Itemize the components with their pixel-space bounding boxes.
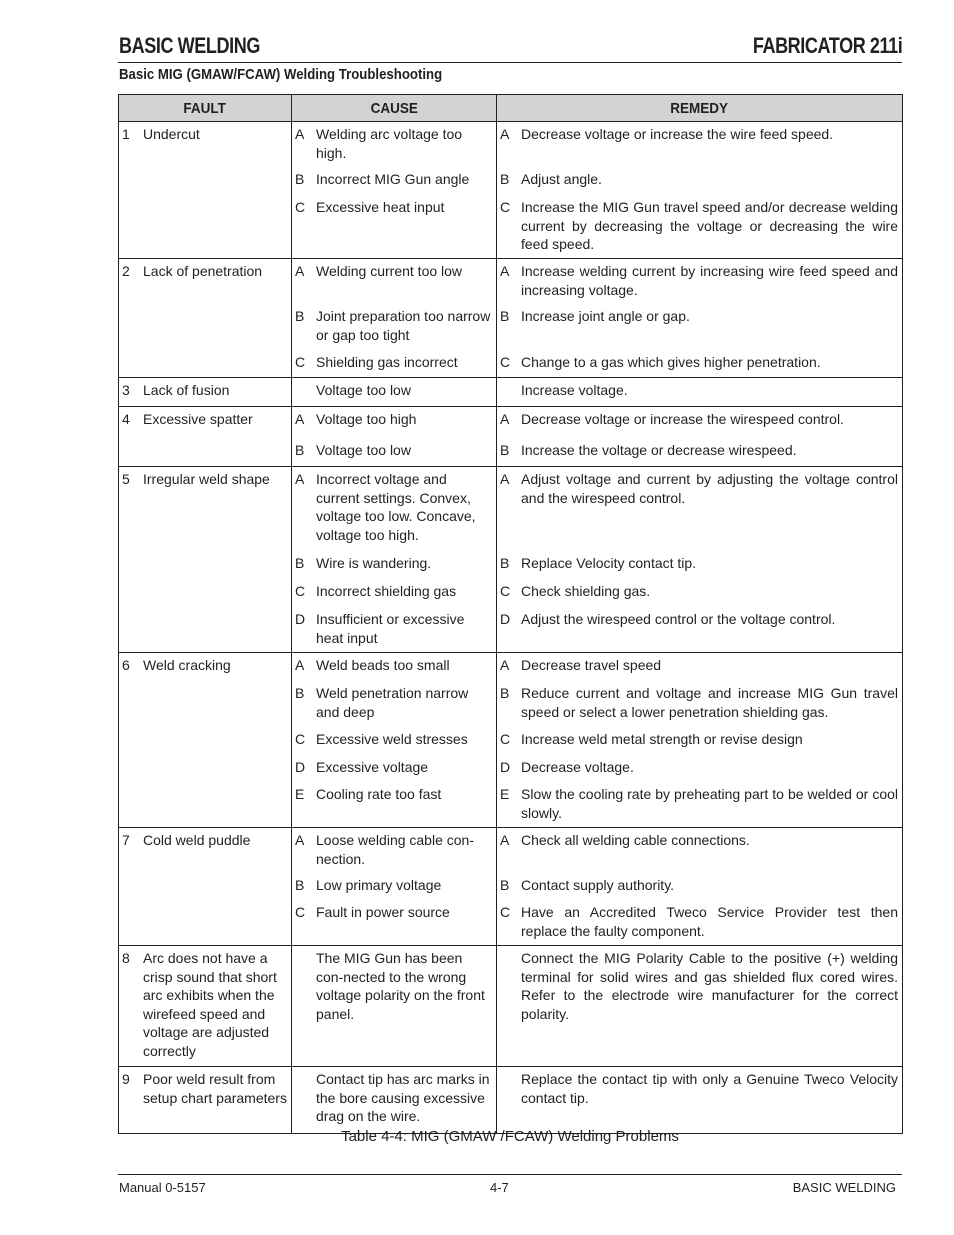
cause-cell bbox=[292, 1067, 497, 1134]
table-row bbox=[119, 122, 903, 259]
cause-text: Excessive heat input bbox=[316, 199, 445, 215]
remedy-item bbox=[497, 873, 902, 900]
remedy-letter: B bbox=[500, 685, 510, 701]
cause-letter: B bbox=[295, 685, 305, 701]
remedy-letter: B bbox=[500, 555, 510, 571]
header-rule bbox=[118, 62, 902, 63]
remedy-text: Increase the voltage or decrease wirespeed. bbox=[521, 442, 797, 458]
cause-item bbox=[292, 122, 496, 167]
cause-item bbox=[292, 828, 496, 873]
cause-letter: B bbox=[295, 171, 305, 187]
cause-letter: A bbox=[295, 657, 305, 673]
column-header-cause: CAUSE bbox=[292, 95, 497, 122]
remedy-item bbox=[497, 607, 902, 652]
cause-item bbox=[292, 681, 496, 727]
remedy-text: Decrease voltage or increase the wire feed speed. bbox=[521, 126, 834, 142]
remedy-text: Have an Accredited Tweco Service Provider test then replace the faulty component. bbox=[521, 904, 898, 939]
cause-cell bbox=[292, 467, 497, 653]
remedy-letter: A bbox=[500, 411, 510, 427]
remedy-letter: A bbox=[500, 657, 510, 673]
remedy-letter: C bbox=[500, 354, 511, 370]
cause-text: Cooling rate too fast bbox=[316, 786, 442, 802]
cause-letter bbox=[295, 949, 316, 1060]
cause-item bbox=[292, 900, 496, 945]
fault-text: Cold weld puddle bbox=[143, 832, 251, 848]
fault-text: Undercut bbox=[143, 126, 200, 142]
remedy-text: Change to a gas which gives higher penetration. bbox=[521, 354, 821, 370]
fault-text: Poor weld result from setup chart parameters bbox=[143, 1071, 287, 1106]
remedy-letter: B bbox=[500, 171, 510, 187]
remedy-letter: C bbox=[500, 199, 511, 215]
cause-text: Fault in power source bbox=[316, 904, 450, 920]
remedy-text: Increase voltage. bbox=[521, 382, 628, 398]
cause-letter bbox=[295, 381, 316, 400]
cause-item bbox=[292, 782, 496, 827]
cause-text: The MIG Gun has been con-nected to the wrong voltage polarity on the front panel. bbox=[316, 950, 485, 1022]
cause-letter: A bbox=[295, 471, 305, 487]
remedy-item bbox=[497, 304, 902, 350]
remedy-text: Increase welding current by increasing wire feed speed and increasing voltage. bbox=[521, 263, 898, 298]
cause-letter: B bbox=[295, 555, 305, 571]
remedy-letter: B bbox=[500, 442, 510, 458]
cause-text: Voltage too low bbox=[316, 382, 411, 398]
remedy-item bbox=[497, 900, 902, 945]
remedy-letter: B bbox=[500, 308, 510, 324]
header-title-left: BASIC WELDING bbox=[119, 33, 261, 58]
fault-text: Arc does not have a crisp sound that short arc exhibits when the wirefeed speed and voltage are adjusted correctly bbox=[143, 950, 277, 1059]
table-row bbox=[119, 378, 903, 407]
fault-cell bbox=[119, 828, 292, 946]
cause-letter bbox=[295, 1070, 316, 1127]
cause-text: Excessive voltage bbox=[316, 759, 429, 775]
cause-item bbox=[292, 195, 496, 258]
remedy-text: Replace the contact tip with only a Genuine Tweco Velocity contact tip. bbox=[521, 1071, 898, 1106]
table-row bbox=[119, 259, 903, 378]
cause-item bbox=[292, 653, 496, 681]
table-row bbox=[119, 407, 903, 467]
cause-item bbox=[292, 304, 496, 350]
cause-cell bbox=[292, 407, 497, 467]
cause-cell bbox=[292, 259, 497, 378]
fault-cell bbox=[119, 122, 292, 259]
cause-letter: B bbox=[295, 877, 305, 893]
remedy-cell bbox=[497, 1067, 903, 1134]
remedy-cell bbox=[497, 259, 903, 378]
remedy-letter: D bbox=[500, 611, 511, 627]
fault-text: Weld cracking bbox=[143, 657, 231, 673]
table-row bbox=[119, 1067, 903, 1134]
cause-item bbox=[292, 378, 496, 406]
cause-text: Loose welding cable con-nection. bbox=[316, 832, 474, 867]
fault-text: Lack of fusion bbox=[143, 382, 230, 398]
cause-letter: D bbox=[295, 759, 306, 775]
cause-letter: C bbox=[295, 354, 306, 370]
footer-page-number: 4-7 bbox=[490, 1180, 509, 1195]
fault-cell bbox=[119, 653, 292, 828]
remedy-letter: A bbox=[500, 471, 510, 487]
cause-cell bbox=[292, 122, 497, 259]
remedy-item bbox=[497, 681, 902, 727]
remedy-text: Adjust angle. bbox=[521, 171, 602, 187]
cause-text: Voltage too high bbox=[316, 411, 417, 427]
fault-number: 9 bbox=[122, 1071, 130, 1087]
remedy-cell bbox=[497, 828, 903, 946]
fault-number: 1 bbox=[122, 126, 130, 142]
fault-cell bbox=[119, 378, 292, 407]
remedy-letter: A bbox=[500, 832, 510, 848]
troubleshooting-table bbox=[118, 94, 903, 1134]
remedy-letter bbox=[500, 1070, 521, 1127]
cause-item bbox=[292, 1067, 496, 1133]
cause-text: Joint preparation too narrow or gap too tight bbox=[316, 308, 491, 343]
cause-item bbox=[292, 873, 496, 900]
table-row bbox=[119, 946, 903, 1067]
cause-letter: C bbox=[295, 731, 306, 747]
fault-number: 5 bbox=[122, 471, 130, 487]
remedy-text: Decrease voltage or increase the wirespeed control. bbox=[521, 411, 844, 427]
remedy-item bbox=[497, 407, 902, 438]
remedy-text: Increase weld metal strength or revise design bbox=[521, 731, 803, 747]
table-row bbox=[119, 467, 903, 653]
fault-number: 7 bbox=[122, 832, 130, 848]
fault-number: 6 bbox=[122, 657, 130, 673]
fault-number: 4 bbox=[122, 411, 130, 427]
cause-text: Low primary voltage bbox=[316, 877, 442, 893]
cause-cell bbox=[292, 828, 497, 946]
remedy-letter: D bbox=[500, 759, 511, 775]
fault-number: 3 bbox=[122, 382, 130, 398]
remedy-letter bbox=[500, 949, 521, 1060]
remedy-letter: C bbox=[500, 731, 511, 747]
cause-letter: B bbox=[295, 308, 305, 324]
remedy-item bbox=[497, 438, 902, 466]
cause-text: Welding current too low bbox=[316, 263, 463, 279]
cause-text: Welding arc voltage too high. bbox=[316, 126, 463, 161]
remedy-item bbox=[497, 1067, 902, 1133]
cause-text: Shielding gas incorrect bbox=[316, 354, 458, 370]
cause-item bbox=[292, 259, 496, 304]
cause-letter: A bbox=[295, 832, 305, 848]
cause-text: Weld penetration narrow and deep bbox=[316, 685, 469, 720]
cause-letter: A bbox=[295, 263, 305, 279]
cause-item bbox=[292, 579, 496, 607]
cause-text: Contact tip has arc marks in the bore causing excessive drag on the wire. bbox=[316, 1071, 490, 1124]
remedy-item bbox=[497, 122, 902, 167]
remedy-cell bbox=[497, 378, 903, 407]
fault-text: Irregular weld shape bbox=[143, 471, 270, 487]
remedy-text: Check all welding cable connections. bbox=[521, 832, 750, 848]
table-row bbox=[119, 653, 903, 828]
cause-item bbox=[292, 350, 496, 377]
fault-text: Excessive spatter bbox=[143, 411, 253, 427]
cause-letter: C bbox=[295, 904, 306, 920]
remedy-item bbox=[497, 782, 902, 827]
remedy-text: Decrease voltage. bbox=[521, 759, 634, 775]
header-title-right: FABRICATOR 211i bbox=[752, 33, 902, 58]
remedy-item bbox=[497, 350, 902, 377]
fault-number: 8 bbox=[122, 950, 130, 966]
remedy-item bbox=[497, 653, 902, 681]
cause-text: Weld beads too small bbox=[316, 657, 450, 673]
cause-item bbox=[292, 167, 496, 195]
table-header-row bbox=[119, 95, 903, 122]
fault-cell bbox=[119, 259, 292, 378]
remedy-item bbox=[497, 195, 902, 258]
column-header-remedy: REMEDY bbox=[497, 95, 903, 122]
remedy-text: Slow the cooling rate by preheating part to be welded or cool slowly. bbox=[521, 786, 898, 821]
fault-number: 2 bbox=[122, 263, 130, 279]
remedy-item bbox=[497, 727, 902, 755]
remedy-item bbox=[497, 259, 902, 304]
footer-rule bbox=[118, 1174, 902, 1175]
fault-cell bbox=[119, 946, 292, 1067]
table-caption: Table 4-4: MIG (GMAW /FCAW) Welding Problems bbox=[341, 1128, 679, 1145]
footer-manual-number: Manual 0-5157 bbox=[119, 1180, 206, 1195]
fault-cell bbox=[119, 467, 292, 653]
table-body bbox=[119, 122, 903, 1134]
remedy-cell bbox=[497, 467, 903, 653]
remedy-cell bbox=[497, 407, 903, 467]
cause-text: Incorrect shielding gas bbox=[316, 583, 457, 599]
cause-text: Incorrect MIG Gun angle bbox=[316, 171, 470, 187]
cause-text: Wire is wandering. bbox=[316, 555, 432, 571]
remedy-item bbox=[497, 828, 902, 873]
column-header-fault: FAULT bbox=[119, 95, 292, 122]
remedy-cell bbox=[497, 653, 903, 828]
cause-cell bbox=[292, 378, 497, 407]
remedy-item bbox=[497, 551, 902, 579]
cause-text: Incorrect voltage and current settings. Convex, voltage too low. Concave, voltage too high. bbox=[316, 471, 476, 543]
remedy-text: Check shielding gas. bbox=[521, 583, 651, 599]
cause-item bbox=[292, 607, 496, 652]
cause-letter: E bbox=[295, 786, 305, 802]
remedy-text: Adjust the wirespeed control or the voltage control. bbox=[521, 611, 836, 627]
remedy-letter: A bbox=[500, 263, 510, 279]
table-row bbox=[119, 828, 903, 946]
cause-text: Excessive weld stresses bbox=[316, 731, 468, 747]
fault-cell bbox=[119, 1067, 292, 1134]
cause-item bbox=[292, 946, 496, 1066]
remedy-item bbox=[497, 946, 902, 1066]
remedy-letter bbox=[500, 381, 521, 400]
remedy-text: Increase the MIG Gun travel speed and/or decrease welding current by decreasing the voltage or decreasing the wire feed speed. bbox=[521, 199, 898, 252]
cause-letter: C bbox=[295, 199, 306, 215]
footer-section-name: BASIC WELDING bbox=[792, 1180, 896, 1195]
fault-cell bbox=[119, 407, 292, 467]
remedy-text: Decrease travel speed bbox=[521, 657, 662, 673]
remedy-text: Connect the MIG Polarity Cable to the positive (+) welding terminal for solid wires and gas shielded flux cored wires. Refer to the electrode wire manufacturer for the correct polarity. bbox=[521, 950, 898, 1022]
cause-item bbox=[292, 727, 496, 755]
remedy-item bbox=[497, 579, 902, 607]
fault-text: Lack of penetration bbox=[143, 263, 263, 279]
section-subheading: Basic MIG (GMAW/FCAW) Welding Troubleshooting bbox=[119, 66, 443, 83]
cause-item bbox=[292, 467, 496, 551]
cause-item bbox=[292, 407, 496, 438]
remedy-letter: C bbox=[500, 583, 511, 599]
remedy-cell bbox=[497, 122, 903, 259]
remedy-text: Adjust voltage and current by adjusting the voltage control and the wirespeed control. bbox=[521, 471, 898, 506]
cause-item bbox=[292, 551, 496, 579]
remedy-letter: E bbox=[500, 786, 510, 802]
cause-item bbox=[292, 438, 496, 466]
remedy-text: Contact supply authority. bbox=[521, 877, 675, 893]
remedy-letter: A bbox=[500, 126, 510, 142]
remedy-text: Reduce current and voltage and increase MIG Gun travel speed or select a lower penetration shielding gas. bbox=[521, 685, 898, 720]
remedy-item bbox=[497, 378, 902, 406]
cause-item bbox=[292, 755, 496, 782]
remedy-item bbox=[497, 467, 902, 551]
remedy-text: Increase joint angle or gap. bbox=[521, 308, 690, 324]
cause-cell bbox=[292, 946, 497, 1067]
cause-text: Voltage too low bbox=[316, 442, 411, 458]
remedy-letter: C bbox=[500, 904, 511, 920]
cause-letter: A bbox=[295, 126, 305, 142]
remedy-item bbox=[497, 167, 902, 195]
cause-letter: A bbox=[295, 411, 305, 427]
cause-letter: C bbox=[295, 583, 306, 599]
cause-letter: B bbox=[295, 442, 305, 458]
cause-letter: D bbox=[295, 611, 306, 627]
remedy-item bbox=[497, 755, 902, 782]
remedy-cell bbox=[497, 946, 903, 1067]
cause-cell bbox=[292, 653, 497, 828]
cause-text: Insufficient or excessive heat input bbox=[316, 611, 465, 646]
remedy-text: Replace Velocity contact tip. bbox=[521, 555, 697, 571]
remedy-letter: B bbox=[500, 877, 510, 893]
